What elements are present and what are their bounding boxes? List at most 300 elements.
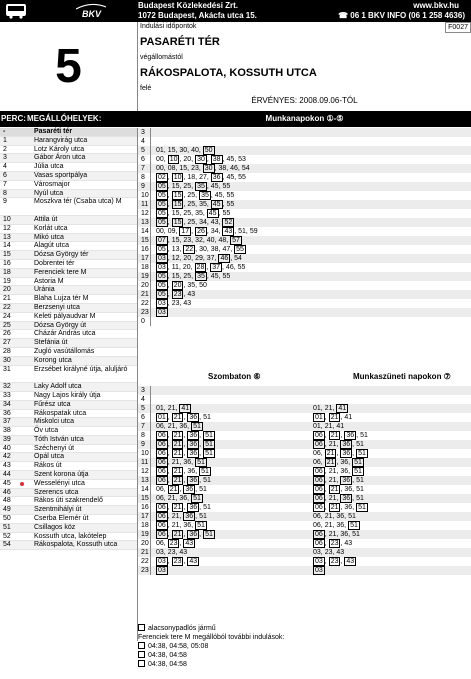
departure: 54 [234, 255, 242, 262]
bus-icon [4, 3, 28, 19]
departure: 55 [222, 273, 231, 280]
website-link[interactable]: www.bkv.hu [413, 1, 459, 10]
lowfloor-departure: 03 [315, 567, 323, 574]
lowfloor-departure: 06 [315, 486, 323, 493]
stop-row [0, 295, 137, 304]
hour: 19 [141, 272, 151, 281]
saturday-minutes: 06 , 21, 36, 51 [158, 522, 205, 529]
lowfloor-departure: 36 [342, 441, 351, 448]
stop-minute: 12 [3, 224, 11, 232]
hour: 3 [141, 386, 151, 395]
stop-row [0, 163, 137, 172]
stop-minute: 49 [3, 506, 11, 514]
departure: 40 [206, 237, 215, 244]
saturday-minutes: 06 , 21 , 36 , 51 [158, 450, 213, 457]
stops-header: MEGÁLLÓHELYEK: [27, 114, 102, 123]
departure: 45 [226, 156, 235, 163]
hour-row [138, 227, 471, 236]
minutes: 02 , 10 , 18, 27, 36 , 45, 55 [158, 174, 246, 181]
hour: 20 [141, 539, 151, 548]
hour-row [138, 200, 471, 209]
stop-row [0, 515, 137, 524]
stop-minute: 14 [3, 242, 11, 250]
lowfloor-departure: 37 [212, 264, 221, 271]
stop-minute: 18 [3, 268, 11, 276]
holiday-minutes [313, 566, 325, 575]
to-terminus: RÁKOSPALOTA, KOSSUTH UTCA [140, 67, 317, 79]
hour: 4 [141, 395, 151, 404]
from-terminus: PASARÉTI TÉR [140, 36, 220, 48]
from-suffix: végállomástól [140, 54, 183, 61]
departure: 45 [210, 273, 219, 280]
lowfloor-departure: 36 [189, 441, 198, 448]
stop-name: Opál utca [34, 453, 64, 461]
holiday-minutes: 06 , 21, 36, 51 [315, 531, 360, 538]
lowfloor-departure: 06 [158, 504, 166, 511]
hour: 12 [141, 209, 151, 218]
lowfloor-departure: 23 [330, 540, 339, 547]
departure: 36 [340, 468, 349, 475]
lowfloor-legend: alacsonypadlós jármű [138, 624, 468, 633]
lowfloor-departure: 21 [173, 432, 182, 439]
stop-name: Dózsa György út [34, 321, 87, 329]
stop-minute: 13 [3, 233, 11, 241]
perc-header: PERC: [1, 114, 26, 123]
lowfloor-departure: 26 [197, 228, 205, 235]
hour-row [138, 254, 471, 263]
hour: 18 [141, 263, 151, 272]
departure: 27 [199, 174, 207, 181]
hour-row [138, 290, 471, 299]
holiday-minutes: 06, 21 , 36, 51 [313, 459, 362, 466]
departure: 59 [249, 228, 258, 235]
lowfloor-departure: 05 [158, 246, 166, 253]
lowfloor-departure: 21 [169, 486, 178, 493]
lowfloor-departure: 06 [158, 459, 166, 466]
hour: 9 [141, 440, 151, 449]
departure: 51 [360, 432, 368, 439]
saturday-minutes: 06, 21, 36, 51 [156, 423, 201, 430]
hour-row [138, 299, 471, 308]
hour-row [138, 539, 471, 548]
hour: 18 [141, 521, 151, 530]
stop-row [0, 418, 137, 427]
lowfloor-departure: 06 [158, 477, 166, 484]
stop-minute: 6 [3, 171, 7, 179]
hour: 8 [141, 431, 151, 440]
departure: 36 [340, 531, 349, 538]
departure: 18 [187, 174, 196, 181]
stop-name: Tóth István utca [34, 435, 84, 443]
hour-row [138, 128, 471, 137]
departure: 21 [167, 423, 176, 430]
stop-name: Korlát utca [34, 224, 68, 232]
stop-name: Rákos úti szakrendelő [34, 497, 103, 505]
departure: 15 [171, 210, 180, 217]
lowfloor-departure: 41 [181, 405, 190, 412]
departure: 53 [238, 156, 246, 163]
lowfloor-departure: 36 [189, 504, 198, 511]
to-suffix: felé [140, 85, 152, 92]
departure: 30 [179, 147, 188, 154]
departure: 34 [210, 228, 219, 235]
lowfloor-departure: 05 [158, 183, 166, 190]
stop-name: Öv utca [34, 427, 59, 435]
stop-name: Korong utca [34, 356, 72, 364]
departure: 06 [156, 495, 164, 502]
lowfloor-departure: 51 [205, 441, 213, 448]
lowfloor-departure: 03 [158, 300, 166, 307]
departure: 45 [214, 192, 223, 199]
lowfloor-departure: 55 [236, 246, 244, 253]
lowfloor-departure: 21 [173, 441, 182, 448]
stop-name: Cserba Elemér út [34, 515, 89, 523]
lowfloor-departure: 35 [201, 192, 209, 199]
lowfloor-departure: 17 [181, 228, 190, 235]
stop-name: Attila út [34, 215, 58, 223]
lowfloor-departure: 06 [315, 432, 323, 439]
stop-row [0, 410, 137, 419]
lowfloor-departure: 05 [158, 219, 166, 226]
stop-minute: 32 [3, 383, 11, 391]
saturday-minutes: 01 , 21 , 36 , 51 [158, 414, 211, 421]
departure: 30 [199, 246, 207, 253]
hour: 9 [141, 182, 151, 191]
departure: 35 [195, 210, 203, 217]
lowfloor-departure: 06 [158, 432, 166, 439]
departure: 55 [237, 264, 246, 271]
departure: 51 [348, 513, 356, 520]
departure: 51 [199, 486, 207, 493]
stop-minute: 24 [3, 312, 11, 320]
lowfloor-departure: 21 [330, 432, 339, 439]
lowfloor-departure: 45 [208, 210, 217, 217]
stop-minute: 34 [3, 400, 11, 408]
lowfloor-departure: 05 [158, 291, 166, 298]
holiday-minutes: 06, 21, 36, 51 [313, 513, 356, 520]
departure: 09 [167, 228, 176, 235]
departure: 41 [336, 423, 345, 430]
lowfloor-departure: 05 [158, 201, 166, 208]
hour: 5 [141, 404, 151, 413]
lowfloor-departure: 51 [201, 468, 209, 475]
departure: 03 [313, 549, 321, 556]
stop-name: Rákospalota, Kossuth utca [34, 541, 118, 549]
hour-row [138, 245, 471, 254]
lowfloor-departure: 38 [212, 156, 221, 163]
departure: 36 [340, 459, 349, 466]
departure: 20 [183, 156, 192, 163]
departure: 43 [183, 300, 192, 307]
lowfloor-departure: 05 [158, 273, 166, 280]
departure: 46 [225, 264, 234, 271]
lowfloor-departure: 51 [205, 450, 213, 457]
departure: 43 [336, 549, 345, 556]
lowfloor-departure: 01 [158, 414, 166, 421]
stop-row [0, 445, 137, 454]
departure: 36 [336, 513, 345, 520]
departure: 36 [179, 495, 188, 502]
saturday-minutes [156, 566, 168, 575]
departure: 00 [156, 165, 164, 172]
hour: 6 [141, 413, 151, 422]
table-header [0, 111, 471, 127]
lowfloor-departure: 46 [220, 255, 229, 262]
stop-row [0, 383, 137, 392]
stop-name: Blaha Lujza tér M [34, 295, 89, 303]
departure: 36 [183, 522, 192, 529]
lowfloor-departure: 15 [173, 219, 182, 226]
lowfloor-departure: 10 [173, 174, 182, 181]
lowfloor-departure: 06 [315, 495, 323, 502]
departure: 21 [324, 522, 333, 529]
lowfloor-departure: 50 [204, 147, 213, 154]
departure: 01 [156, 147, 164, 154]
lowfloor-departure: 03 [158, 264, 166, 271]
departure: 36 [336, 522, 345, 529]
extra-departure-line: 04:38, 04:58 [138, 660, 468, 669]
stop-minute: 25 [3, 321, 11, 329]
departure: 51 [352, 531, 360, 538]
lowfloor-departure: 43 [185, 540, 194, 547]
lowfloor-departure: 51 [205, 432, 213, 439]
departure: 51 [356, 486, 364, 493]
lowfloor-departure: 41 [338, 405, 347, 412]
hour: 15 [141, 494, 151, 503]
departure: 00 [156, 228, 164, 235]
lowfloor-departure: 36 [212, 174, 221, 181]
hour: 6 [141, 155, 151, 164]
stop-name: Dobrentei tér [34, 259, 75, 267]
company-info: Budapest Közlekedési Zrt. 1072 Budapest, Akácfa utca 15. [138, 1, 257, 20]
lowfloor-departure: 06 [315, 540, 323, 547]
minutes: 00, 08, 15, 23, 30 , 38, 46, 54 [156, 165, 250, 172]
minutes: 03 , 23, 43 [158, 300, 192, 307]
header-bar [0, 0, 471, 22]
hour: 23 [141, 566, 151, 575]
departure: 23 [191, 165, 199, 172]
minutes: 05 , 15, 25, 35, 45 , 55 [158, 210, 231, 217]
hour-row [138, 317, 471, 326]
holiday-minutes: 06 , 21 , 36, 51 [315, 486, 364, 493]
hour: 14 [141, 227, 151, 236]
stop-row [0, 181, 137, 190]
lowfloor-departure: 10 [169, 156, 178, 163]
departure: 20 [183, 255, 192, 262]
lowfloor-departure: 36 [342, 495, 351, 502]
departure: 25 [187, 192, 196, 199]
departure: 25 [183, 273, 192, 280]
departure: 11 [171, 264, 179, 271]
departure: 00 [156, 156, 164, 163]
hour-row [138, 164, 471, 173]
departure: 23 [183, 237, 192, 244]
stop-minute: 48 [3, 497, 11, 505]
stop-minute: 37 [3, 418, 11, 426]
stop-minute: 40 [3, 444, 11, 452]
hour: 4 [141, 137, 151, 146]
holiday-minutes: 06 , 21, 36 , 51 [315, 441, 364, 448]
departure: 15 [171, 183, 180, 190]
stop-minute: 1 [3, 136, 7, 144]
stop-minute: 54 [3, 541, 11, 549]
departure: 36 [344, 504, 353, 511]
departure: 36 [344, 486, 353, 493]
stop-row [0, 154, 137, 163]
stop-minute: 31 [3, 365, 11, 373]
saturday-minutes: 03 , 23 , 43 [158, 558, 198, 565]
hour-row [138, 476, 471, 485]
stop-minute: 30 [3, 356, 11, 364]
current-stop-marker [20, 482, 24, 486]
minutes: 03 , 12, 20, 29, 37, 46 , 54 [158, 255, 242, 262]
hour: 7 [141, 164, 151, 173]
stop-minute: 19 [3, 277, 11, 285]
saturday-minutes: 03, 23, 43 [156, 549, 188, 556]
lowfloor-departure: 21 [173, 477, 182, 484]
lowfloor-departure: 21 [330, 486, 339, 493]
departure: 13 [171, 246, 180, 253]
departure: 55 [226, 192, 235, 199]
departure: 23 [167, 549, 176, 556]
stop-list [0, 128, 137, 550]
stop-minute: 15 [3, 251, 11, 259]
departure: 48 [218, 237, 227, 244]
stop-row [0, 260, 137, 269]
stop-name: Városmajor [34, 180, 70, 188]
stop-name: Rákospatak utca [34, 409, 87, 417]
departure: 03 [156, 549, 164, 556]
departure: 45 [226, 174, 235, 181]
saturday-minutes: 06 , 21 , 36 , 51 [158, 477, 211, 484]
lowfloor-departure: 06 [315, 504, 323, 511]
hour-row [138, 137, 471, 146]
stop-row [0, 489, 137, 498]
lowfloor-departure: 51 [197, 522, 205, 529]
saturday-header: Szombaton ⑥ [208, 372, 261, 381]
route-number: 5 [0, 22, 138, 111]
saturday-minutes: 06 , 21, 36 , 51 [158, 513, 207, 520]
hour-row [138, 386, 471, 395]
stop-row [0, 366, 137, 384]
departure: 43 [344, 540, 353, 547]
departure: 21 [171, 459, 180, 466]
departure: 21 [328, 495, 337, 502]
info-phone: ☎ 06 1 BKV INFO (06 1 258 4636) [338, 11, 465, 20]
departure: 06 [313, 459, 321, 466]
lowfloor-departure: 51 [193, 495, 201, 502]
lowfloor-departure: 51 [205, 531, 213, 538]
holiday-header: Munkaszüneti napokon ⑦ [353, 372, 451, 381]
departure: 06 [156, 423, 164, 430]
departure: 51 [199, 513, 207, 520]
departure: 51 [356, 441, 364, 448]
departure: 55 [222, 183, 231, 190]
hour: 14 [141, 485, 151, 494]
hour-row [138, 449, 471, 458]
departure: 12 [171, 255, 180, 262]
lowfloor-departure: 36 [346, 432, 355, 439]
hour-row [138, 422, 471, 431]
holiday-minutes: 06, 21, 36, 51 [313, 522, 358, 529]
departure: 25 [187, 219, 196, 226]
stop-name: Júlia utca [34, 163, 64, 171]
departure: 43 [210, 219, 219, 226]
departure: 34 [199, 219, 207, 226]
weekend-header [138, 366, 471, 386]
lowfloor-departure: 36 [342, 450, 351, 457]
lowfloor-departure: 36 [189, 531, 198, 538]
stop-row [0, 541, 137, 550]
hour: 21 [141, 290, 151, 299]
lowfloor-departure: 15 [173, 201, 182, 208]
departure: 23 [171, 300, 180, 307]
hour-row [138, 308, 471, 317]
lowfloor-departure: 36 [185, 513, 194, 520]
minutes: 05 , 23 , 43 [158, 291, 196, 298]
extra-title: Ferenciek tere M megállóból további indulások: [138, 634, 285, 641]
departure: 15 [167, 147, 176, 154]
minutes: 05 , 13, 22 , 30, 38, 47, 55 [158, 246, 244, 253]
saturday-minutes: 06, 23 , 43 [156, 540, 194, 547]
minutes: 03 , 11, 20, 28 , 37 , 46, 55 [158, 264, 246, 271]
lowfloor-departure: 51 [350, 522, 358, 529]
departure: 21 [324, 513, 333, 520]
hour: 20 [141, 281, 151, 290]
lowfloor-departure: 21 [330, 414, 339, 421]
departure: 47 [222, 246, 231, 253]
hour: 23 [141, 308, 151, 317]
lowfloor-departure: 21 [326, 450, 335, 457]
stop-name: Kossuth utca, lakótelep [34, 532, 107, 540]
departure: 51 [203, 477, 211, 484]
departure: 35 [199, 201, 207, 208]
holiday-minutes: 06, 21 , 36 , 51 [313, 450, 366, 457]
stop-row [0, 497, 137, 506]
hour: 7 [141, 422, 151, 431]
lowfloor-departure: 21 [330, 504, 339, 511]
lowfloor-departure: 21 [173, 450, 182, 457]
hour: 3 [141, 128, 151, 137]
stop-name: Vasas sportpálya [34, 171, 88, 179]
square-icon [138, 642, 145, 649]
lowfloor-departure: 43 [346, 558, 355, 565]
stop-minute: 10 [3, 215, 11, 223]
hour-row [138, 503, 471, 512]
hour: 10 [141, 191, 151, 200]
lowfloor-departure: 03 [158, 558, 166, 565]
hour: 22 [141, 557, 151, 566]
holiday-minutes: 06 , 21, 36 , 51 [315, 477, 364, 484]
departure: 06 [313, 522, 321, 529]
stop-row [0, 190, 137, 199]
hour-row [138, 209, 471, 218]
minutes: 05 , 20 , 35, 50 [158, 282, 207, 289]
departure: 38 [218, 165, 227, 172]
stop-minute: 22 [3, 303, 11, 311]
stop-minute: 9 [3, 198, 7, 206]
stop-row [0, 269, 137, 278]
stop-row [0, 251, 137, 260]
hour: 10 [141, 449, 151, 458]
stop-minute: 20 [3, 286, 11, 294]
stop-name: Szent korona útja [34, 471, 89, 479]
departure: 25 [183, 210, 192, 217]
hour: 16 [141, 503, 151, 512]
weekday-header: Munkanapokon ①-⑤ [265, 114, 344, 123]
departure: 06 [156, 486, 164, 493]
departure: 21 [328, 531, 337, 538]
